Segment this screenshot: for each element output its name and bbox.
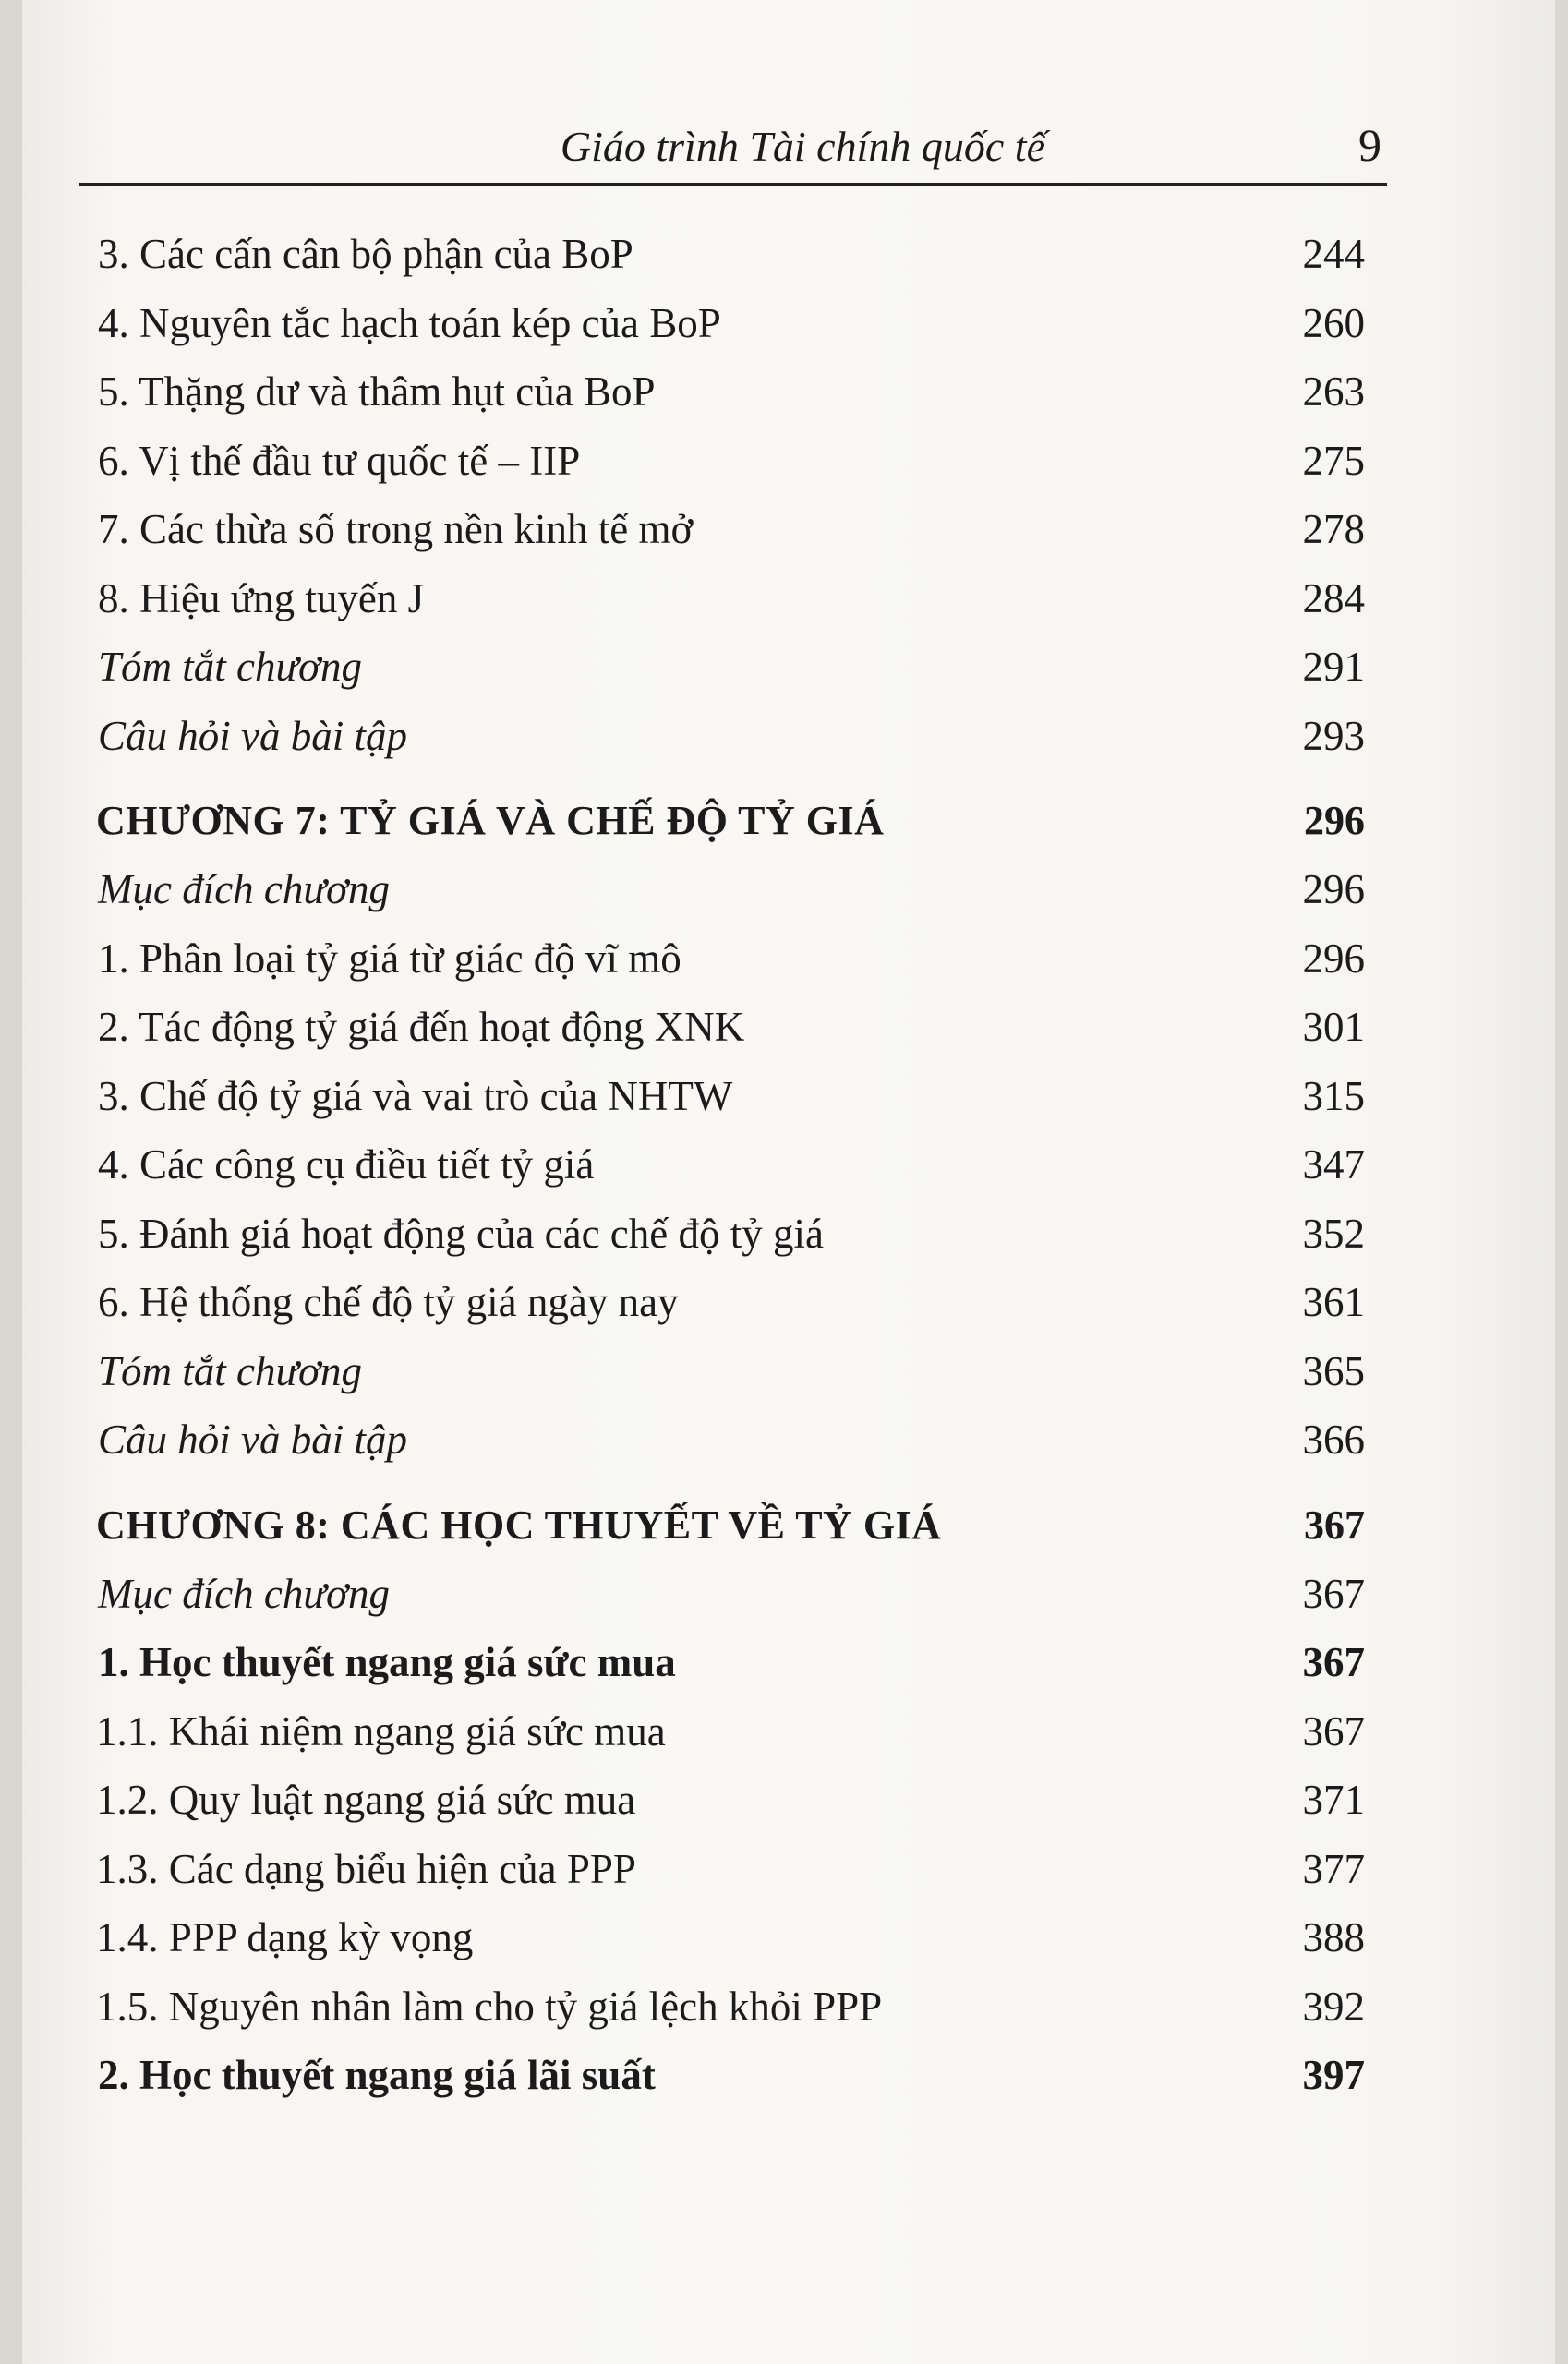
toc-entry [79,2041,1365,2110]
toc-entry [79,924,1365,994]
toc-entry-page: 244 [1302,231,1365,277]
toc-entry-page: 352 [1302,1210,1365,1257]
toc-entry [79,1835,1365,1904]
toc-entry-label: Tóm tắt chương [98,644,363,690]
toc-entry [79,1200,1365,1269]
toc-entry [79,633,1365,702]
toc-entry-page: 361 [1302,1279,1365,1325]
toc-entry-page: 367 [1304,1502,1365,1548]
toc-entry-page: 367 [1302,1570,1365,1617]
toc-entry-label: 1.2. Quy luật ngang giá sức mua [96,1777,636,1823]
toc-entry-label: 4. Các công cụ điều tiết tỷ giá [98,1141,595,1188]
toc-entry-page: 296 [1302,935,1365,982]
toc-entry-page: 263 [1302,368,1365,415]
toc-entry-page: 278 [1302,506,1365,552]
table-of-contents [79,220,1365,2110]
toc-entry-label: CHƯƠNG 7: TỶ GIÁ VÀ CHẾ ĐỘ TỶ GIÁ [96,798,885,843]
toc-entry [79,1062,1365,1131]
running-header [79,109,1387,186]
toc-entry [79,357,1365,427]
toc-entry [79,495,1365,564]
toc-entry-page: 301 [1302,1004,1365,1050]
toc-entry-label: 5. Đánh giá hoạt động của các chế độ tỷ giá [98,1210,824,1257]
book-title: Giáo trình Tài chính quốc tế [560,123,1045,170]
toc-entry-label: 1.1. Khái niệm ngang giá sức mua [96,1707,666,1755]
toc-entry-page: 388 [1302,1914,1365,1960]
toc-entry [79,1697,1365,1767]
toc-entry [79,1130,1365,1200]
toc-entry-page: 293 [1302,712,1365,759]
toc-entry-label: 1.5. Nguyên nhân làm cho tỷ giá lệch khỏi PPP [96,1983,883,2030]
toc-entry [79,702,1365,771]
toc-entry-label: Câu hỏi và bài tập [98,712,407,759]
toc-entry-label: 6. Vị thế đầu tư quốc tế – IIP [98,437,581,484]
toc-entry-page: 392 [1302,1983,1365,2030]
toc-entry [79,1766,1365,1835]
toc-entry-label: 6. Hệ thống chế độ tỷ giá ngày nay [98,1279,679,1325]
toc-entry-label: 1. Học thuyết ngang giá sức mua [98,1639,676,1685]
toc-entry-page: 365 [1302,1347,1365,1394]
toc-entry [79,1560,1365,1629]
toc-entry [79,993,1365,1062]
toc-entry [79,289,1365,358]
toc-entry-label: 2. Tác động tỷ giá đến hoạt động XNK [98,1004,745,1050]
toc-entry-label: Mục đích chương [98,1570,390,1617]
toc-entry-page: 367 [1302,1707,1365,1755]
toc-entry-label: 5. Thặng dư và thâm hụt của BoP [98,368,656,415]
toc-entry-page: 371 [1302,1777,1365,1823]
toc-entry-page: 347 [1302,1141,1365,1188]
toc-entry-page: 275 [1302,437,1365,484]
toc-entry [79,1405,1365,1475]
toc-entry [79,1628,1365,1697]
toc-entry [79,1268,1365,1337]
toc-entry-page: 260 [1302,299,1365,346]
toc-entry-label: Mục đích chương [98,866,390,912]
toc-entry-page: 284 [1302,574,1365,621]
toc-entry-page: 366 [1302,1417,1365,1463]
page-number: 9 [1358,119,1381,171]
toc-entry-label: 3. Chế độ tỷ giá và vai trò của NHTW [98,1072,733,1119]
toc-entry-page: 397 [1302,2052,1365,2098]
toc-entry-label: 7. Các thừa số trong nền kinh tế mở [98,506,694,552]
toc-entry-label: Tóm tắt chương [98,1347,363,1394]
toc-entry-page: 367 [1302,1639,1365,1685]
toc-entry [79,220,1365,289]
toc-entry [79,1903,1365,1972]
toc-entry-page: 315 [1302,1072,1365,1119]
toc-entry [79,427,1365,496]
toc-entry-page: 296 [1302,866,1365,912]
toc-entry [79,564,1365,633]
toc-entry-label: 1.4. PPP dạng kỳ vọng [96,1914,474,1960]
toc-entry-label: CHƯƠNG 8: CÁC HỌC THUYẾT VỀ TỶ GIÁ [96,1502,942,1548]
toc-chapter-heading [79,1475,1365,1560]
toc-entry-label: 2. Học thuyết ngang giá lãi suất [98,2052,656,2098]
toc-entry-label: 4. Nguyên tắc hạch toán kép của BoP [98,299,721,346]
toc-entry-page: 291 [1302,644,1365,690]
toc-chapter-heading [79,770,1365,855]
toc-entry-label: 8. Hiệu ứng tuyến J [98,574,425,621]
toc-entry-label: 1.3. Các dạng biểu hiện của PPP [96,1845,636,1892]
toc-entry [79,855,1365,924]
toc-entry [79,1337,1365,1406]
toc-entry-page: 377 [1302,1845,1365,1892]
toc-entry-label: 1. Phân loại tỷ giá từ giác độ vĩ mô [98,935,681,982]
toc-entry [79,1972,1365,2042]
toc-entry-page: 296 [1304,798,1365,843]
toc-entry-label: 3. Các cấn cân bộ phận của BoP [98,231,633,277]
book-page [22,0,1555,2364]
toc-entry-label: Câu hỏi và bài tập [98,1417,407,1463]
